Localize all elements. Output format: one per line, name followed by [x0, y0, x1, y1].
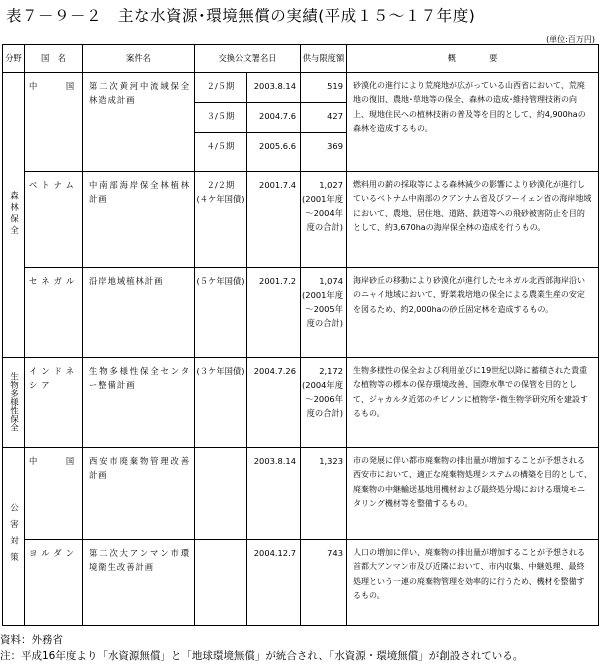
amount-cell: 743 — [301, 540, 347, 626]
exchange-date: 2003.8.14 — [247, 448, 301, 540]
summary-cell: 砂漠化の進行により荒廃地が広がっている山西省において、荒廃地の復旧、農地･草地等の保全、森林の造成･維持管理技術の向上、現地住民への植林技術の普及等を目的として、約4,900haの森林を造成するもの。 — [347, 73, 599, 172]
exchange-date: 2003.8.14 — [247, 73, 301, 103]
amount-value: 1,074 — [319, 276, 343, 286]
header-amount: 供与限度額 — [301, 45, 347, 73]
country-cell: ヨルダン — [25, 540, 83, 626]
exchange-phase: ３/５期 — [195, 103, 247, 133]
exchange-date: 2005.6.6 — [247, 133, 301, 172]
exchange-date: 2004.7.26 — [247, 358, 301, 448]
category-pollution: 公害対策 — [3, 448, 25, 626]
exchange-phase — [195, 448, 247, 540]
category-forest: 森林保全 — [3, 73, 25, 358]
exchange-date: 2001.7.4 — [247, 172, 301, 268]
source-note: 資料：外務省 — [0, 634, 63, 646]
summary-cell: 燃料用の薪の採取等による森林減少の影響により砂漠化が進行しているベトナム中南部のクアンナム省及びフーイェン省の海岸地域において、農地、居住地、道路、鉄道等への飛砂被害防止を目的として、約3,670haの海岸保全林の造成を行うもの。 — [347, 172, 599, 268]
project-cell: 第二次黄河中流域保全林造成計画 — [83, 73, 195, 172]
header-exchange: 交換公文署名日 — [195, 45, 301, 73]
exchange-phase — [195, 540, 247, 626]
header-country: 国 名 — [25, 45, 83, 73]
country-cell: インドネシア — [25, 358, 83, 448]
table-row — [3, 268, 599, 358]
summary-cell: 生物多様性の保全および利用並びに19世紀以降に蓄積された貴重な植物等の標本の保存環境改善、国際水準での保管を目的として、ジャカルタ近郊のチビノンに植物学･微生物学研究所を建設するもの。 — [347, 358, 599, 448]
amount-cell: 1,323 — [301, 448, 347, 540]
exchange-date: 2001.7.2 — [247, 268, 301, 358]
exchange-date: 2004.7.6 — [247, 103, 301, 133]
header-category: 分野 — [3, 45, 25, 73]
project-cell: 中南部海岸保全林植林計画 — [83, 172, 195, 268]
project-cell: 第二次大アンマン市環境衛生改善計画 — [83, 540, 195, 626]
footnote: 注：平成16年度より「水資源無償」と「地球環境無償」が統合され、「水資源・環境無償」が創設されている。 — [0, 650, 524, 662]
header-project: 案件名 — [83, 45, 195, 73]
project-cell: 西安市廃棄物管理改善計画 — [83, 448, 195, 540]
unit-label: (単位:百万円) — [546, 35, 595, 44]
exchange-phase: (５ケ年国債) — [195, 268, 247, 358]
summary-cell: 海岸砂丘の移動により砂漠化が進行したセネガル北西部海岸沿いのニャイ地域において、野菜栽培地の保全による農業生産の安定を図るため、約2,000haの砂丘固定林を造成するもの。 — [347, 268, 599, 358]
country-cell: 中 国 — [25, 448, 83, 540]
summary-cell: 市の発展に伴い都市廃棄物の排出量が増加することが予想される西安市において、適正な廃棄物処理システムの構築を目的として、廃棄物の中継輸送基地用機材および最終処分場における環境モニタリング機材等を整備するもの。 — [347, 448, 599, 540]
amount-cell: 369 — [301, 133, 347, 172]
exchange-phase: ２/５期 — [195, 73, 247, 103]
country-cell: 中 国 — [25, 73, 83, 172]
header-summary: 概 要 — [347, 45, 599, 73]
table-row — [3, 172, 599, 268]
country-cell: セネガル — [25, 268, 83, 358]
amount-cell: 2,172 (2004年度～2006年度の合計) — [301, 358, 347, 448]
amount-cell — [301, 268, 347, 358]
amount-note: (2001年度～2005年度の合計) — [302, 290, 343, 328]
country-cell: ベトナム — [25, 172, 83, 268]
amount-cell: 1,027 (2001年度～2004年度の合計) — [301, 172, 347, 268]
summary-cell: 人口の増加に伴い、廃棄物の排出量が増加することが予想される首都大アンマン市及び近隣において、市内収集、中継処理、最終処理という一連の廃棄物管理を効率的に行うため、機材を整備するもの。 — [347, 540, 599, 626]
amount-cell: 427 — [301, 103, 347, 133]
header-row — [3, 45, 599, 73]
exchange-phase: (３ケ年国債) — [195, 358, 247, 448]
grant-table — [2, 44, 599, 626]
table-row — [3, 73, 599, 103]
exchange-phase: ２/２期 (４ケ年国債) — [195, 172, 247, 268]
project-cell: 生物多様性保全センター整備計画 — [83, 358, 195, 448]
table-row — [3, 540, 599, 626]
page-title: 表７－９－２ 主な水資源･環境無償の実績(平成１５～１７年度) — [6, 7, 476, 25]
amount-cell: 519 — [301, 73, 347, 103]
exchange-phase: ４/５期 — [195, 133, 247, 172]
exchange-date: 2004.12.7 — [247, 540, 301, 626]
category-bio: 生物多様性保全 — [3, 358, 25, 448]
table-row — [3, 448, 599, 540]
project-cell: 沿岸地域植林計画 — [83, 268, 195, 358]
table-row — [3, 358, 599, 448]
